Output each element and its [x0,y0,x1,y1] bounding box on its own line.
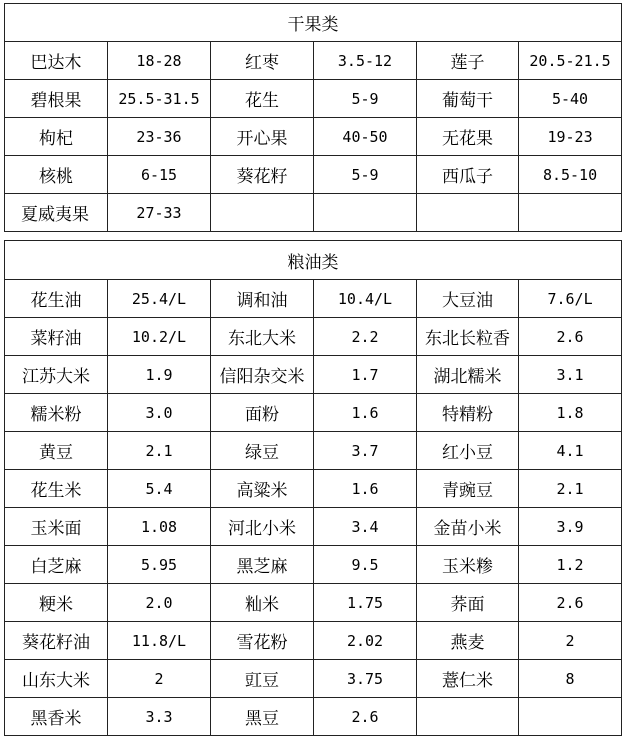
item-name-cell: 特精粉 [417,394,519,432]
item-name-cell [417,698,519,736]
item-price-cell: 2.02 [314,622,417,660]
item-name-cell: 葡萄干 [417,80,519,118]
item-price-cell: 1.8 [519,394,622,432]
item-name-cell: 江苏大米 [5,356,108,394]
item-name-cell: 东北长粒香 [417,318,519,356]
item-name-cell: 葵花籽 [211,156,314,194]
item-price-cell: 1.2 [519,546,622,584]
table-row [5,118,622,156]
item-name-cell: 籼米 [211,584,314,622]
table-row [5,280,622,318]
table-header-row [5,4,622,42]
item-price-cell: 40-50 [314,118,417,156]
item-price-cell: 11.8/L [108,622,211,660]
dried-fruits-table [4,3,622,232]
item-price-cell: 10.2/L [108,318,211,356]
item-price-cell: 2.1 [519,470,622,508]
grain-oil-body [5,241,622,736]
item-price-cell: 25.5-31.5 [108,80,211,118]
item-name-cell: 青豌豆 [417,470,519,508]
item-name-cell: 粳米 [5,584,108,622]
item-name-cell: 糯米粉 [5,394,108,432]
item-price-cell: 5.4 [108,470,211,508]
item-name-cell: 无花果 [417,118,519,156]
item-price-cell: 4.1 [519,432,622,470]
item-name-cell: 绿豆 [211,432,314,470]
item-price-cell [519,194,622,232]
table-row [5,584,622,622]
item-price-cell: 3.4 [314,508,417,546]
item-name-cell: 薏仁米 [417,660,519,698]
item-price-cell: 2.2 [314,318,417,356]
item-name-cell: 碧根果 [5,80,108,118]
grain-oil-table [4,240,622,736]
item-name-cell: 山东大米 [5,660,108,698]
item-price-cell [519,698,622,736]
item-name-cell: 花生米 [5,470,108,508]
item-price-cell: 5-9 [314,80,417,118]
table-row [5,356,622,394]
table-row [5,80,622,118]
item-name-cell: 巴达木 [5,42,108,80]
item-name-cell: 雪花粉 [211,622,314,660]
item-name-cell: 大豆油 [417,280,519,318]
item-name-cell: 黄豆 [5,432,108,470]
item-price-cell: 2.6 [314,698,417,736]
item-price-cell: 2.6 [519,584,622,622]
item-price-cell: 1.7 [314,356,417,394]
item-name-cell: 面粉 [211,394,314,432]
item-name-cell: 调和油 [211,280,314,318]
item-price-cell: 2.1 [108,432,211,470]
item-name-cell: 黑芝麻 [211,546,314,584]
table-row [5,42,622,80]
item-name-cell: 玉米糁 [417,546,519,584]
item-price-cell: 27-33 [108,194,211,232]
item-price-cell: 8.5-10 [519,156,622,194]
item-name-cell: 花生 [211,80,314,118]
item-price-cell: 18-28 [108,42,211,80]
item-name-cell: 东北大米 [211,318,314,356]
item-price-cell: 10.4/L [314,280,417,318]
table-row [5,470,622,508]
item-name-cell: 湖北糯米 [417,356,519,394]
table-row [5,156,622,194]
item-name-cell: 西瓜子 [417,156,519,194]
item-price-cell: 3.75 [314,660,417,698]
table-row [5,698,622,736]
table-row [5,194,622,232]
item-name-cell: 河北小米 [211,508,314,546]
item-price-cell: 2.0 [108,584,211,622]
table-row [5,508,622,546]
item-price-cell: 3.0 [108,394,211,432]
section-title: 粮油类 [5,241,622,280]
item-price-cell: 3.7 [314,432,417,470]
item-name-cell: 荞面 [417,584,519,622]
item-name-cell: 高粱米 [211,470,314,508]
item-name-cell [417,194,519,232]
item-price-cell: 2 [108,660,211,698]
item-price-cell: 1.6 [314,394,417,432]
item-name-cell: 玉米面 [5,508,108,546]
item-name-cell: 开心果 [211,118,314,156]
item-name-cell: 葵花籽油 [5,622,108,660]
item-price-cell: 3.3 [108,698,211,736]
table-row [5,622,622,660]
table-row [5,318,622,356]
item-price-cell: 1.6 [314,470,417,508]
item-name-cell: 燕麦 [417,622,519,660]
item-price-cell: 1.9 [108,356,211,394]
item-price-cell: 3.5-12 [314,42,417,80]
item-price-cell: 1.75 [314,584,417,622]
item-price-cell: 5-9 [314,156,417,194]
item-price-cell: 8 [519,660,622,698]
item-price-cell: 3.1 [519,356,622,394]
item-price-cell: 2 [519,622,622,660]
table-header-row [5,241,622,280]
item-name-cell: 夏威夷果 [5,194,108,232]
item-price-cell: 20.5-21.5 [519,42,622,80]
item-name-cell: 红枣 [211,42,314,80]
item-name-cell: 金苗小米 [417,508,519,546]
item-name-cell: 核桃 [5,156,108,194]
item-name-cell: 莲子 [417,42,519,80]
item-name-cell [211,194,314,232]
item-name-cell: 花生油 [5,280,108,318]
item-name-cell: 黑香米 [5,698,108,736]
item-price-cell: 3.9 [519,508,622,546]
item-price-cell: 5-40 [519,80,622,118]
item-price-cell: 25.4/L [108,280,211,318]
item-name-cell: 黑豆 [211,698,314,736]
item-price-cell: 19-23 [519,118,622,156]
item-name-cell: 枸杞 [5,118,108,156]
section-title: 干果类 [5,4,622,42]
item-price-cell: 5.95 [108,546,211,584]
item-price-cell: 1.08 [108,508,211,546]
item-price-cell: 23-36 [108,118,211,156]
item-name-cell: 红小豆 [417,432,519,470]
dried-fruits-body [5,4,622,232]
item-name-cell: 白芝麻 [5,546,108,584]
item-price-cell [314,194,417,232]
item-name-cell: 菜籽油 [5,318,108,356]
item-price-cell: 9.5 [314,546,417,584]
item-name-cell: 信阳杂交米 [211,356,314,394]
item-price-cell: 7.6/L [519,280,622,318]
table-row [5,546,622,584]
item-price-cell: 2.6 [519,318,622,356]
table-row [5,394,622,432]
table-row [5,660,622,698]
item-name-cell: 豇豆 [211,660,314,698]
table-row [5,432,622,470]
item-price-cell: 6-15 [108,156,211,194]
